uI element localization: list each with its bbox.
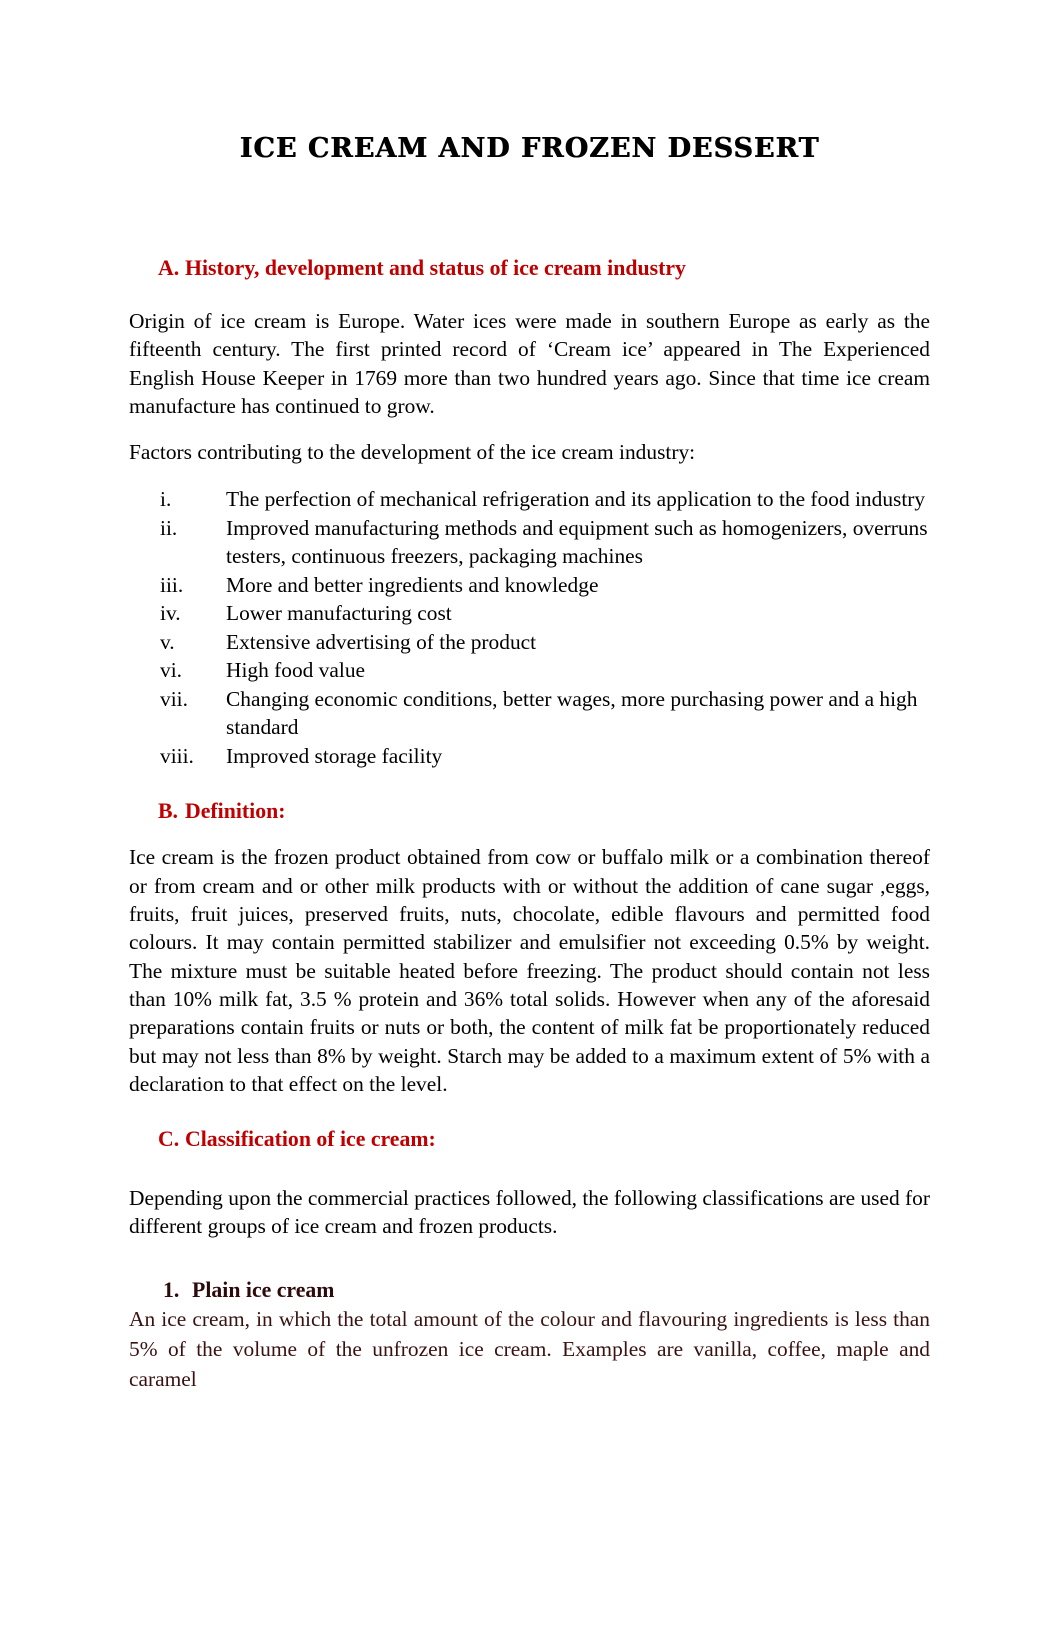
- list-item-text: High food value: [226, 658, 366, 683]
- list-item: [160, 485, 930, 514]
- plain-ice-cream-number: 1.: [163, 1277, 180, 1302]
- paragraph-classification-intro: Depending upon the commercial practices followed, the following classifications are used for different groups of ice cream and frozen products.: [129, 1186, 930, 1239]
- list-item-text: Improved manufacturing methods and equipment such as homogenizers, overruns testers, continuous freezers, packaging machines: [226, 515, 928, 569]
- factors-list: [129, 485, 930, 770]
- list-item: [160, 514, 930, 571]
- list-item-text: Extensive advertising of the product: [226, 629, 537, 654]
- list-item-text: Lower manufacturing cost: [226, 601, 452, 626]
- list-item-numeral: vii.: [160, 686, 188, 711]
- paragraph-definition: Ice cream is the frozen product obtained from cow or buffalo milk or a combination thereof or from cream and or other milk products with or without the addition of cane sugar ,eggs, fruits, fruit juices, preserved fruits, nuts, chocolate, edible flavours and permitted food colours. It may contain permitted stabilizer and emulsifier not exceeding 0.5% by weight. The mixture must be suitable heated before freezing. The product should contain not less than 10% milk fat, 3.5 % protein and 36% total solids. However when any of the aforesaid preparations contain fruits or nuts or both, the content of milk fat be proportionately reduced but may not less than 8% by weight. Starch may be added to a maximum extent of 5% with a declaration to that effect on the level.: [129, 845, 930, 1096]
- list-item-text: Changing economic conditions, better wages, more purchasing power and a high standard: [226, 686, 918, 740]
- list-item-numeral: viii.: [160, 743, 194, 768]
- list-item: [160, 571, 930, 600]
- list-item: [160, 628, 930, 657]
- section-a-label: A.: [158, 256, 180, 280]
- list-item: [160, 599, 930, 628]
- section-c-label: C.: [158, 1127, 180, 1152]
- list-item-numeral: i.: [160, 487, 172, 512]
- document-title: ICE CREAM AND FROZEN DESSERT: [239, 133, 820, 164]
- list-item: [160, 656, 930, 685]
- list-item-numeral: iv.: [160, 601, 181, 626]
- plain-ice-cream-heading-text: Plain ice cream: [192, 1277, 335, 1302]
- paragraph-factors-intro: Factors contributing to the development of the ice cream industry:: [129, 440, 696, 465]
- document-page: [0, 133, 1058, 1630]
- list-item-text: More and better ingredients and knowledge: [226, 572, 599, 597]
- list-item-text: Improved storage facility: [226, 743, 443, 768]
- section-b-heading-text: Definition:: [185, 799, 286, 824]
- list-item: [160, 685, 930, 742]
- list-item: [160, 742, 930, 771]
- section-b-label: B.: [158, 799, 178, 824]
- section-c-heading: [158, 1124, 930, 1154]
- paragraph-origin: Origin of ice cream is Europe. Water ices were made in southern Europe as early as the fifteenth century. The first printed record of ‘Cream ice’ appeared in The Experienced English House Keeper in 1769 more than two hundred years ago. Since that time ice cream manufacture has continued to grow.: [129, 309, 930, 418]
- paragraph-plain-ice-cream: An ice cream, in which the total amount of the colour and flavouring ingredients is less than 5% of the volume of the unfrozen ice cream. Examples are vanilla, coffee, maple and caramel: [129, 1306, 930, 1391]
- section-a-heading-text: History, development and status of ice cream industry: [185, 256, 686, 280]
- page-content: [129, 133, 930, 1394]
- list-item-numeral: iii.: [160, 572, 184, 597]
- list-item-numeral: v.: [160, 629, 175, 654]
- list-item-numeral: ii.: [160, 515, 178, 540]
- plain-ice-cream-heading: [163, 1277, 930, 1303]
- section-a-heading: [158, 253, 930, 283]
- list-item-text: The perfection of mechanical refrigeration and its application to the food industry: [226, 487, 926, 512]
- list-item-numeral: vi.: [160, 658, 182, 683]
- section-c-heading-text: Classification of ice cream:: [185, 1127, 436, 1152]
- section-b-heading: [158, 796, 930, 826]
